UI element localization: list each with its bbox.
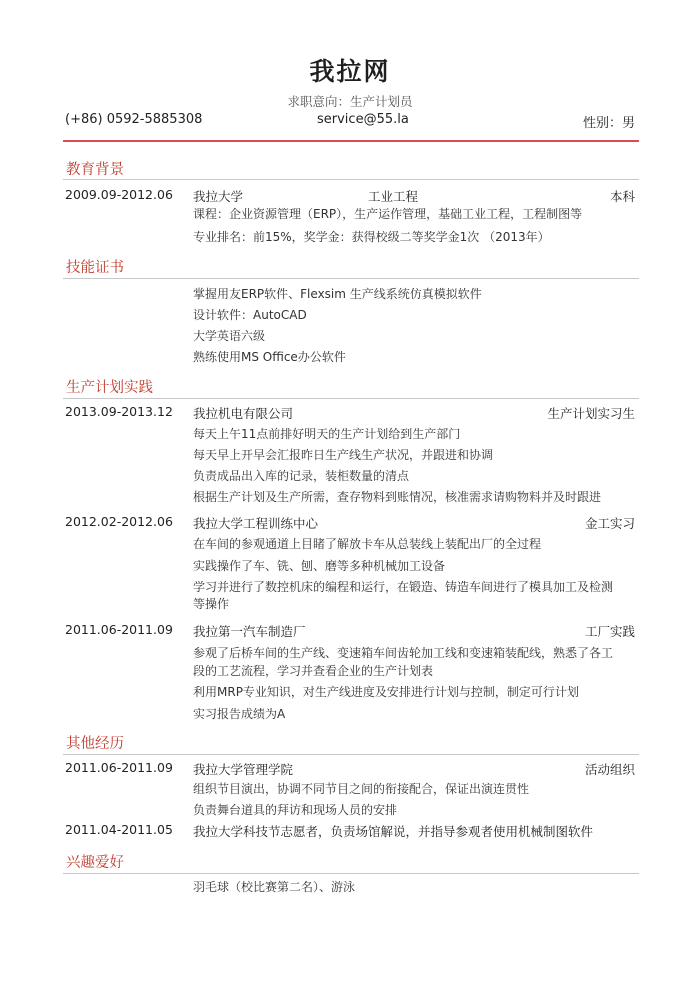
education-title: 教育背景 bbox=[66, 162, 124, 178]
practice-title: 生产计划实践 bbox=[66, 380, 153, 396]
other-line: 组织节目演出，协调不同节目之间的衔接配合，保证出演连贯性 bbox=[193, 782, 530, 796]
hobby-line: 羽毛球（校比赛第二名）、游泳 bbox=[193, 880, 356, 894]
other-date: 2011.04-2011.05 bbox=[65, 822, 173, 837]
skill-line: 大学英语六级 bbox=[193, 329, 266, 343]
other-org: 我拉大学管理学院 bbox=[193, 762, 294, 777]
practice-line: 实习报告成绩为A bbox=[193, 707, 286, 721]
practice-line: 利用MRP专业知识，对生产线进度及安排进行计划与控制，制定可行计划 bbox=[193, 685, 579, 699]
education-school: 我拉大学 bbox=[193, 189, 244, 204]
practice-role: 工厂实践 bbox=[584, 624, 635, 639]
skill-line: 熟练使用MS Office办公软件 bbox=[193, 350, 346, 364]
practice-line: 每天上午11点前排好明天的生产计划给到生产部门 bbox=[193, 427, 461, 441]
practice-line: 负责成品出入库的记录，装柜数量的清点 bbox=[193, 469, 410, 483]
hobbies-title: 兴趣爱好 bbox=[66, 855, 124, 871]
practice-date: 2011.06-2011.09 bbox=[65, 622, 173, 637]
skills-rule bbox=[63, 278, 639, 279]
practice-line: 在车间的参观通道上目睹了解放卡车从总装线上装配出厂的全过程 bbox=[193, 537, 542, 551]
practice-line: 实践操作了车、铣、刨、磨等多种机械加工设备 bbox=[193, 559, 446, 573]
practice-date: 2012.02-2012.06 bbox=[65, 514, 173, 529]
header-divider bbox=[63, 140, 639, 142]
email-address: service@55.la bbox=[317, 112, 409, 127]
skill-line: 设计软件：AutoCAD bbox=[193, 308, 307, 322]
practice-org: 我拉机电有限公司 bbox=[193, 406, 294, 421]
other-role: 活动组织 bbox=[584, 762, 635, 777]
practice-rule bbox=[63, 398, 639, 399]
other-rule bbox=[63, 754, 639, 755]
practice-role: 生产计划实习生 bbox=[547, 406, 635, 421]
gender: 性别：男 bbox=[582, 116, 635, 131]
practice-line: 等操作 bbox=[193, 597, 230, 611]
practice-role: 金工实习 bbox=[584, 516, 635, 531]
practice-line: 段的工艺流程，学习并查看企业的生产计划表 bbox=[193, 664, 434, 678]
candidate-name: 我拉网 bbox=[309, 57, 391, 86]
practice-line: 学习并进行了数控机床的编程和运行，在锻造、铸造车间进行了模具加工及检测 bbox=[193, 580, 614, 594]
practice-org: 我拉第一汽车制造厂 bbox=[193, 624, 306, 639]
practice-date: 2013.09-2013.12 bbox=[65, 404, 173, 419]
other-title: 其他经历 bbox=[66, 736, 124, 752]
job-intent: 求职意向：生产计划员 bbox=[287, 94, 413, 109]
other-line: 负责舞台道具的拜访和现场人员的安排 bbox=[193, 803, 398, 817]
skill-line: 掌握用友ERP软件、Flexsim 生产线系统仿真模拟软件 bbox=[193, 287, 482, 301]
practice-org: 我拉大学工程训练中心 bbox=[193, 516, 319, 531]
phone-number: (+86) 0592-5885308 bbox=[65, 112, 203, 127]
skills-title: 技能证书 bbox=[66, 260, 124, 276]
education-date: 2009.09-2012.06 bbox=[65, 187, 173, 202]
education-rule bbox=[63, 179, 639, 180]
hobbies-rule bbox=[63, 873, 639, 874]
practice-line: 根据生产计划及生产所需，查存物料到账情况，核准需求请购物料并及时跟进 bbox=[193, 490, 602, 504]
education-line: 专业排名：前15%，奖学金：获得校级二等奖学金1次 （2013年） bbox=[193, 230, 550, 244]
resume-page bbox=[63, 0, 637, 990]
education-degree: 本科 bbox=[609, 189, 635, 204]
other-org: 我拉大学科技节志愿者，负责场馆解说，并指导参观者使用机械制图软件 bbox=[193, 824, 594, 839]
education-major: 工业工程 bbox=[368, 189, 419, 204]
practice-line: 参观了后桥车间的生产线、变速箱车间齿轮加工线和变速箱装配线，熟悉了各工 bbox=[193, 646, 614, 660]
practice-line: 每天早上开早会汇报昨日生产线生产状况，并跟进和协调 bbox=[193, 448, 494, 462]
education-line: 课程：企业资源管理（ERP），生产运作管理，基础工业工程，工程制图等 bbox=[193, 207, 583, 221]
other-date: 2011.06-2011.09 bbox=[65, 760, 173, 775]
